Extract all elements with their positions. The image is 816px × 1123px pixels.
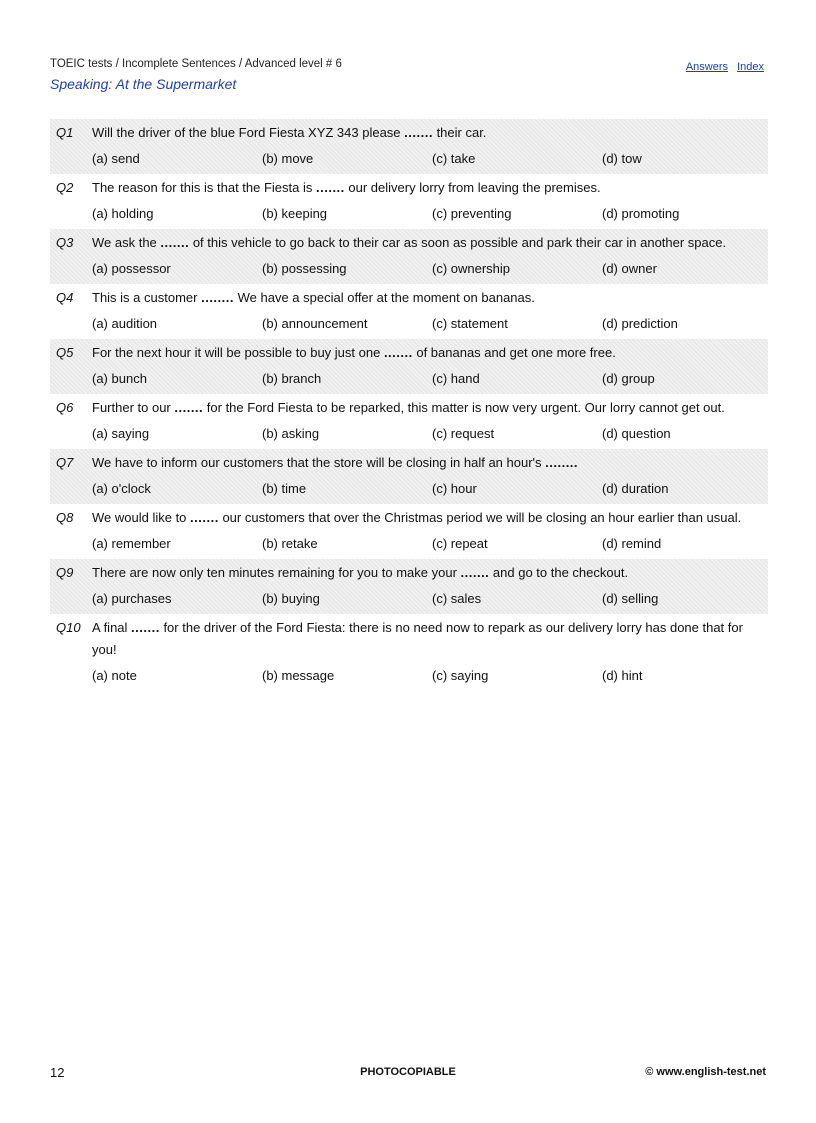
question-2	[50, 174, 768, 229]
option-d[interactable]: (d) owner	[602, 261, 657, 276]
question-8	[50, 504, 768, 559]
option-c[interactable]: (c) hand	[432, 371, 480, 386]
option-a[interactable]: (a) saying	[92, 426, 150, 441]
question-10	[50, 614, 768, 691]
option-d[interactable]: (d) selling	[602, 591, 659, 606]
option-b[interactable]: (b) announcement	[262, 316, 368, 331]
option-a[interactable]: (a) note	[92, 668, 137, 683]
option-b[interactable]: (b) message	[262, 668, 335, 683]
copyright: © www.english-test.net	[645, 1066, 766, 1078]
option-d[interactable]: (d) hint	[602, 668, 643, 683]
page-subtitle: Speaking: At the Supermarket	[50, 76, 237, 92]
option-a[interactable]: (a) send	[92, 151, 140, 166]
option-c[interactable]: (c) sales	[432, 591, 482, 606]
option-b[interactable]: (b) keeping	[262, 206, 328, 221]
option-a[interactable]: (a) audition	[92, 316, 158, 331]
option-d[interactable]: (d) duration	[602, 481, 669, 496]
option-c[interactable]: (c) saying	[432, 668, 489, 683]
option-c[interactable]: (c) repeat	[432, 536, 488, 551]
question-text: Will the driver of the blue Ford Fiesta XYZ 343 please ....... their car.	[92, 125, 487, 140]
option-c[interactable]: (c) ownership	[432, 261, 511, 276]
header-links	[680, 61, 764, 73]
option-d[interactable]: (d) prediction	[602, 316, 678, 331]
option-d[interactable]: (d) tow	[602, 151, 642, 166]
question-number: Q6	[56, 400, 74, 415]
question-text: This is a customer ........ We have a special offer at the moment on bananas.	[92, 290, 535, 305]
photocopiable-label: PHOTOCOPIABLE	[360, 1066, 456, 1078]
blank: .......	[131, 620, 160, 635]
question-4	[50, 284, 768, 339]
page-header	[50, 58, 766, 92]
index-link[interactable]: Index	[737, 61, 764, 73]
question-text: We would like to ....... our customers that over the Christmas period we will be closing an hour earlier than usual.	[92, 510, 742, 525]
option-d[interactable]: (d) question	[602, 426, 671, 441]
option-d[interactable]: (d) group	[602, 371, 655, 386]
option-d[interactable]: (d) remind	[602, 536, 662, 551]
question-text: There are now only ten minutes remaining for you to make your ....... and go to the checkout.	[92, 565, 629, 580]
blank: .......	[160, 235, 190, 250]
blank: .......	[460, 565, 490, 580]
option-c[interactable]: (c) take	[432, 151, 476, 166]
option-c[interactable]: (c) statement	[432, 316, 508, 331]
question-1	[50, 119, 768, 174]
page-number: 12	[50, 1065, 65, 1080]
question-3	[50, 229, 768, 284]
option-c[interactable]: (c) preventing	[432, 206, 512, 221]
question-text: Further to our ....... for the Ford Fiesta to be reparked, this matter is now very urgent. Our lorry cannot get out.	[92, 400, 725, 415]
question-number: Q7	[56, 455, 74, 470]
question-6	[50, 394, 768, 449]
option-a[interactable]: (a) remember	[92, 536, 171, 551]
option-b[interactable]: (b) time	[262, 481, 307, 496]
question-list	[50, 119, 768, 691]
option-a[interactable]: (a) bunch	[92, 371, 147, 386]
blank: .......	[383, 345, 413, 360]
page-footer	[50, 1065, 766, 1081]
blank: ........	[545, 455, 579, 470]
option-a[interactable]: (a) possessor	[92, 261, 171, 276]
question-5	[50, 339, 768, 394]
question-text: We ask the ....... of this vehicle to go back to their car as soon as possible and park their car in another space.	[92, 235, 727, 250]
option-b[interactable]: (b) buying	[262, 591, 320, 606]
question-text: We have to inform our customers that the store will be closing in half an hour's ........	[92, 455, 579, 470]
blank: .......	[190, 510, 219, 525]
blank: .......	[316, 180, 345, 195]
question-number: Q1	[56, 125, 74, 140]
question-number: Q8	[56, 510, 74, 525]
option-c[interactable]: (c) request	[432, 426, 495, 441]
option-b[interactable]: (b) retake	[262, 536, 318, 551]
breadcrumb: TOEIC tests / Incomplete Sentences / Advanced level # 6	[50, 58, 342, 70]
option-b[interactable]: (b) possessing	[262, 261, 347, 276]
option-b[interactable]: (b) move	[262, 151, 314, 166]
option-a[interactable]: (a) purchases	[92, 591, 172, 606]
question-7	[50, 449, 768, 504]
question-text: A final ....... for the driver of the Ford Fiesta: there is no need now to repark as our delivery lorry has done that for you!	[92, 620, 743, 657]
question-9	[50, 559, 768, 614]
option-b[interactable]: (b) branch	[262, 371, 322, 386]
question-number: Q9	[56, 565, 74, 580]
option-a[interactable]: (a) o'clock	[92, 481, 151, 496]
option-b[interactable]: (b) asking	[262, 426, 320, 441]
blank: .......	[404, 125, 433, 140]
question-number: Q5	[56, 345, 74, 360]
question-number: Q3	[56, 235, 74, 250]
question-number: Q4	[56, 290, 74, 305]
question-number: Q10	[56, 620, 81, 635]
question-text: The reason for this is that the Fiesta is ....... our delivery lorry from leaving the premises.	[92, 180, 601, 195]
question-text: For the next hour it will be possible to buy just one ....... of bananas and get one more free.	[92, 345, 616, 360]
blank: .......	[174, 400, 204, 415]
option-a[interactable]: (a) holding	[92, 206, 154, 221]
option-c[interactable]: (c) hour	[432, 481, 477, 496]
question-number: Q2	[56, 180, 74, 195]
answers-link[interactable]: Answers	[685, 61, 729, 73]
option-d[interactable]: (d) promoting	[602, 206, 680, 221]
blank: ........	[201, 290, 234, 305]
